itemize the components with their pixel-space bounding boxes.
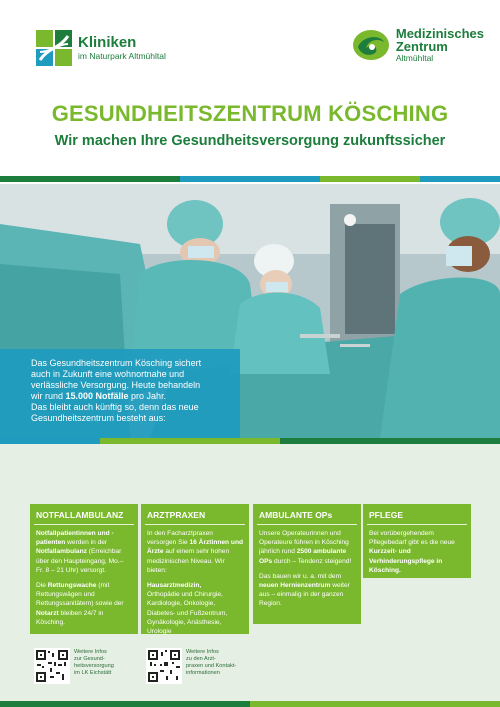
card-2-p1-pre: In den Facharztpraxen versorgen Sie	[147, 530, 213, 547]
card-3-title: AMBULANTE OPs	[257, 504, 357, 525]
qr-2-caption	[186, 649, 236, 677]
qr-2-caption-line-1: Weitere Infos	[186, 649, 219, 655]
card-4-para-1	[369, 529, 465, 575]
card-3-p2-pre: Das bauen wir u. a. mit dem	[259, 572, 342, 580]
card-1-body	[30, 525, 138, 637]
card-1-p2-bold: Rettungswache	[47, 582, 97, 590]
card-2-list-head	[147, 581, 243, 590]
qr-1-caption-line-2: zur Gesund-	[74, 656, 105, 662]
card-2-list-item-1: Orthopädie und Chirurgie,	[147, 591, 223, 599]
qr-code-1[interactable]	[34, 648, 70, 684]
qr-1-caption-line-4: im LK Eichstätt	[74, 670, 112, 676]
card-1-p1-bold2: Notfallambulanz	[36, 548, 87, 556]
mza-logo-name-1: Medizinisches	[395, 26, 484, 41]
qr-2-caption-line-4: informationen	[186, 670, 220, 676]
card-1-para-1	[36, 529, 132, 575]
intro-line-4-bold: 15.000 Notfälle	[65, 391, 129, 401]
card-pflege	[363, 504, 471, 578]
card-1-para-2	[36, 581, 132, 627]
card-3-p1-post: durch – Tendenz steigend!	[272, 557, 352, 565]
qr-2-caption-line-2: zu den Arzt-	[186, 656, 216, 662]
card-1-p2-post: bleiben 24/7 in Kösching.	[36, 609, 104, 626]
card-4-title: PFLEGE	[367, 504, 467, 525]
card-1-p2-mid: (mit Rettungswägen und Rettungssanitätern) sowie der	[36, 582, 124, 608]
card-3-p2-post: weiter aus – einmalig in der ganzen Region.	[259, 582, 350, 608]
card-4-body	[363, 525, 471, 585]
card-2-p1-bold: 16 Ärztinnen und Ärzte	[147, 539, 243, 556]
card-1-p2-bold2: Notarzt	[36, 609, 59, 617]
qr-1-caption	[74, 649, 114, 677]
intro-line-6: Gesundheitszentrum besteht aus:	[31, 413, 166, 423]
kliniken-logo-sub: im Naturpark Altmühltal	[78, 51, 166, 61]
card-3-p1-bold: 2500 ambulante OPs	[259, 548, 347, 565]
intro-line-4-post: pro Jahr.	[128, 391, 167, 401]
qr-code-2[interactable]	[146, 648, 182, 684]
intro-line-3: verlässliche Versorgung. Heute behandeln	[31, 380, 201, 390]
card-1-p1-bold: Notfallpatientinnen und -patienten	[36, 530, 114, 547]
intro-line-4	[31, 391, 230, 402]
page-subtitle: Wir machen Ihre Gesundheitsversorgung zukunftssicher	[54, 133, 446, 149]
intro-line-5: Das bleibt auch künftig so, denn das neue	[31, 402, 199, 412]
card-2-list	[147, 581, 243, 636]
page-title: GESUNDHEITSZENTRUM KÖSCHING	[51, 101, 449, 126]
card-3-p1-pre: Unsere Operateurinnen und Operateure führen in Kösching jährlich rund	[259, 530, 349, 556]
card-2-list-head-text: Hausarztmedizin,	[147, 582, 202, 590]
qr-1-caption-line-1: Weitere Infos	[74, 649, 107, 655]
intro-text-box	[0, 349, 240, 439]
qr-code-icon	[146, 648, 182, 684]
kliniken-logo-name: Kliniken	[78, 34, 137, 51]
card-3-p2-bold: neuen Hernienzentrum	[259, 582, 331, 590]
card-3-para-2	[259, 572, 355, 609]
card-1-p2-pre: Die	[36, 582, 48, 590]
card-3-body	[253, 525, 361, 619]
mza-logo-name-2: Zentrum	[395, 39, 448, 54]
intro-line-4-pre: wir rund	[31, 391, 66, 401]
qr-code-icon	[34, 648, 70, 684]
card-notfallambulanz	[30, 504, 138, 634]
mza-logo	[352, 27, 484, 63]
color-stripe-footer	[0, 701, 500, 707]
intro-line-1: Das Gesundheitszentrum Kösching sichert	[31, 358, 202, 368]
card-2-list-item-3: Diabetes- und Fußzentrum,	[147, 609, 228, 617]
card-2-p1-post: auf einem sehr hohen medizinischen Niveau. Wir bieten:	[147, 548, 230, 574]
card-3-para-1	[259, 529, 355, 566]
mza-logo-mark-icon	[352, 28, 390, 62]
card-2-para-1	[147, 529, 243, 575]
qr-1-caption-line-3: heitsversorgung	[74, 663, 114, 669]
mza-logo-sub: Altmühltal	[395, 53, 434, 63]
card-2-body	[141, 525, 249, 640]
card-arztpraxen	[141, 504, 249, 634]
intro-line-2: auch in Zukunft eine wohnortnahe und	[31, 369, 185, 379]
card-1-p1-post: (Erreichbar über den Haupteingang, Mo.– Fr. 8 – 21 Uhr) versorgt.	[36, 548, 124, 574]
card-4-p1-bold: Kurzzeit- und Verhinderungspflege in Kösching.	[369, 548, 443, 574]
color-stripe-top	[0, 176, 500, 182]
card-ambulante-ops	[253, 504, 361, 624]
card-2-title: ARZTPRAXEN	[145, 504, 245, 525]
card-2-list-item-4: Gynäkologie, Anästhesie, Urologie	[147, 618, 222, 636]
card-2-list-item-2: Kardiologie, Onkologie,	[147, 600, 216, 608]
card-1-p1-mid: werden in der	[65, 539, 108, 547]
kliniken-logo	[36, 30, 166, 66]
kliniken-logo-mark-icon	[36, 30, 72, 66]
card-4-p1-pre: Bei vorübergehendem Pflegebedarf gibt es die neue	[369, 530, 455, 547]
qr-2-caption-line-3: praxen und Kontakt-	[186, 663, 237, 669]
card-1-title: NOTFALLAMBULANZ	[34, 504, 134, 525]
